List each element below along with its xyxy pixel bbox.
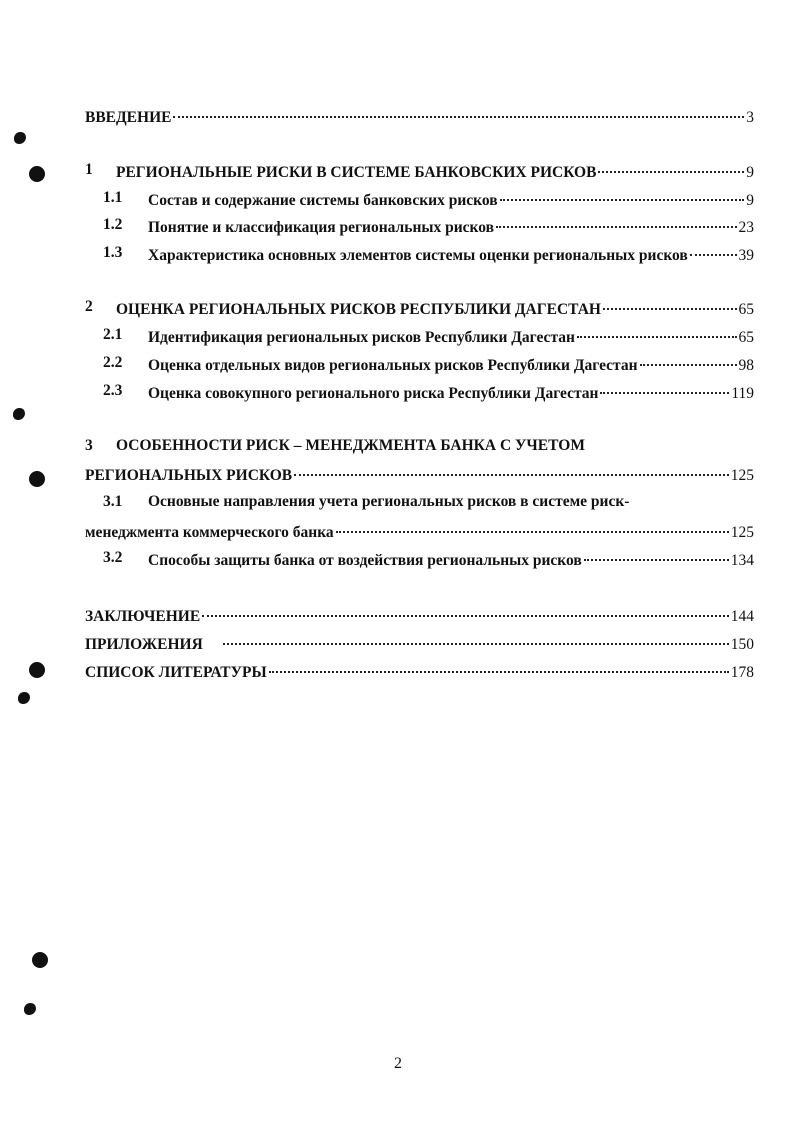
toc-entry-2-3[interactable]: [0, 380, 796, 402]
leader-dots: [600, 376, 729, 394]
toc-title: Понятие и классификация региональных рисков: [148, 218, 494, 236]
page-number: 2: [394, 1055, 402, 1072]
leader-dots: [336, 515, 729, 533]
leader-dots: [294, 458, 729, 476]
toc-section-number: 3: [85, 437, 93, 454]
toc-page-number: 98: [738, 356, 754, 374]
toc-page-number: 39: [738, 246, 754, 264]
toc-entry-section-1[interactable]: [0, 159, 796, 181]
toc-entry-section-2[interactable]: [0, 296, 796, 318]
toc-section-number: 1.3: [103, 244, 123, 261]
toc-title: РЕГИОНАЛЬНЫЕ РИСКИ В СИСТЕМЕ БАНКОВСКИХ РИСКОВ: [116, 163, 597, 181]
toc-entry-3-2[interactable]: [0, 547, 796, 569]
toc-entry-appendix[interactable]: [0, 631, 796, 653]
scan-mark: [14, 132, 26, 144]
scan-mark: [18, 692, 30, 704]
toc-page-number: 125: [730, 523, 754, 541]
toc-entry-intro[interactable]: [0, 104, 796, 126]
toc-title: ОСОБЕННОСТИ РИСК – МЕНЕДЖМЕНТА БАНКА С УЧЕТОМ: [116, 437, 585, 454]
toc-entry-3-1-line1[interactable]: [0, 491, 796, 513]
leader-dots: [500, 183, 745, 201]
toc-section-number: 3.2: [103, 549, 123, 566]
leader-dots: [496, 210, 737, 228]
leader-dots: [603, 292, 737, 310]
toc-title: ПРИЛОЖЕНИЯ: [85, 635, 203, 653]
toc-title: Оценка отдельных видов региональных рисков Республики Дагестан: [148, 356, 638, 374]
toc-page-number: 144: [730, 607, 754, 625]
toc-entry-2-1[interactable]: [0, 324, 796, 346]
toc-title: ЗАКЛЮЧЕНИЕ: [85, 607, 201, 625]
toc-title: Способы защиты банка от воздействия региональных рисков: [148, 551, 582, 569]
toc-page-number: 9: [746, 191, 754, 209]
toc-page-number: 23: [738, 218, 754, 236]
toc-section-number: 2.3: [103, 382, 123, 399]
toc-section-number: 1.1: [103, 189, 123, 206]
toc-title: РЕГИОНАЛЬНЫХ РИСКОВ: [85, 466, 293, 484]
toc-entry-conclusion[interactable]: [0, 603, 796, 625]
toc-page-number: 119: [731, 384, 754, 402]
leader-dots: [173, 100, 744, 118]
toc-section-number: 1: [85, 161, 93, 178]
toc-title: ОЦЕНКА РЕГИОНАЛЬНЫХ РИСКОВ РЕСПУБЛИКИ ДАГЕСТАН: [116, 300, 601, 318]
toc-title: Характеристика основных элементов системы оценки региональных рисков: [148, 246, 688, 264]
leader-dots: [598, 155, 744, 173]
scan-mark: [13, 408, 25, 420]
toc-entry-1-3[interactable]: [0, 242, 796, 264]
toc-entry-3-1-line2[interactable]: [0, 519, 796, 541]
toc-page-number: 65: [738, 328, 754, 346]
toc-page-number: 125: [730, 466, 754, 484]
toc-entry-2-2[interactable]: [0, 352, 796, 374]
leader-dots: [202, 599, 729, 617]
toc-page-number: 178: [730, 663, 754, 681]
leader-dots: [269, 655, 729, 673]
toc-section-number: 3.1: [103, 493, 123, 510]
leader-dots: [690, 238, 737, 256]
toc-section-number: 1.2: [103, 216, 123, 233]
toc-page-number: 3: [746, 108, 754, 126]
toc-entry-section-3-line2[interactable]: [0, 462, 796, 484]
toc-page-number: 9: [746, 163, 754, 181]
leader-dots: [223, 627, 729, 645]
scan-mark: [24, 1003, 36, 1015]
toc-entry-1-2[interactable]: [0, 214, 796, 236]
toc-page-number: 134: [730, 551, 754, 569]
leader-dots: [584, 543, 729, 561]
toc-title: менеджмента коммерческого банка: [85, 523, 334, 541]
leader-dots: [640, 348, 737, 366]
toc-section-number: 2: [85, 298, 93, 315]
toc-entry-section-3-line1[interactable]: [0, 435, 796, 457]
toc-title: Оценка совокупного регионального риска Республики Дагестан: [148, 384, 599, 402]
punch-hole: [32, 952, 48, 968]
toc-entry-1-1[interactable]: [0, 187, 796, 209]
toc-title: СПИСОК ЛИТЕРАТУРЫ: [85, 663, 267, 681]
toc-title: Идентификация региональных рисков Республики Дагестан: [148, 328, 575, 346]
toc-title: Состав и содержание системы банковских рисков: [148, 191, 498, 209]
toc-entry-references[interactable]: [0, 659, 796, 681]
toc-title: ВВЕДЕНИЕ: [85, 108, 172, 126]
toc-section-number: 2.1: [103, 326, 123, 343]
toc-section-number: 2.2: [103, 354, 123, 371]
toc-page-number: 65: [738, 300, 754, 318]
leader-dots: [577, 320, 737, 338]
toc-page-number: 150: [730, 635, 754, 653]
toc-title: Основные направления учета региональных рисков в системе риск-: [148, 493, 630, 510]
